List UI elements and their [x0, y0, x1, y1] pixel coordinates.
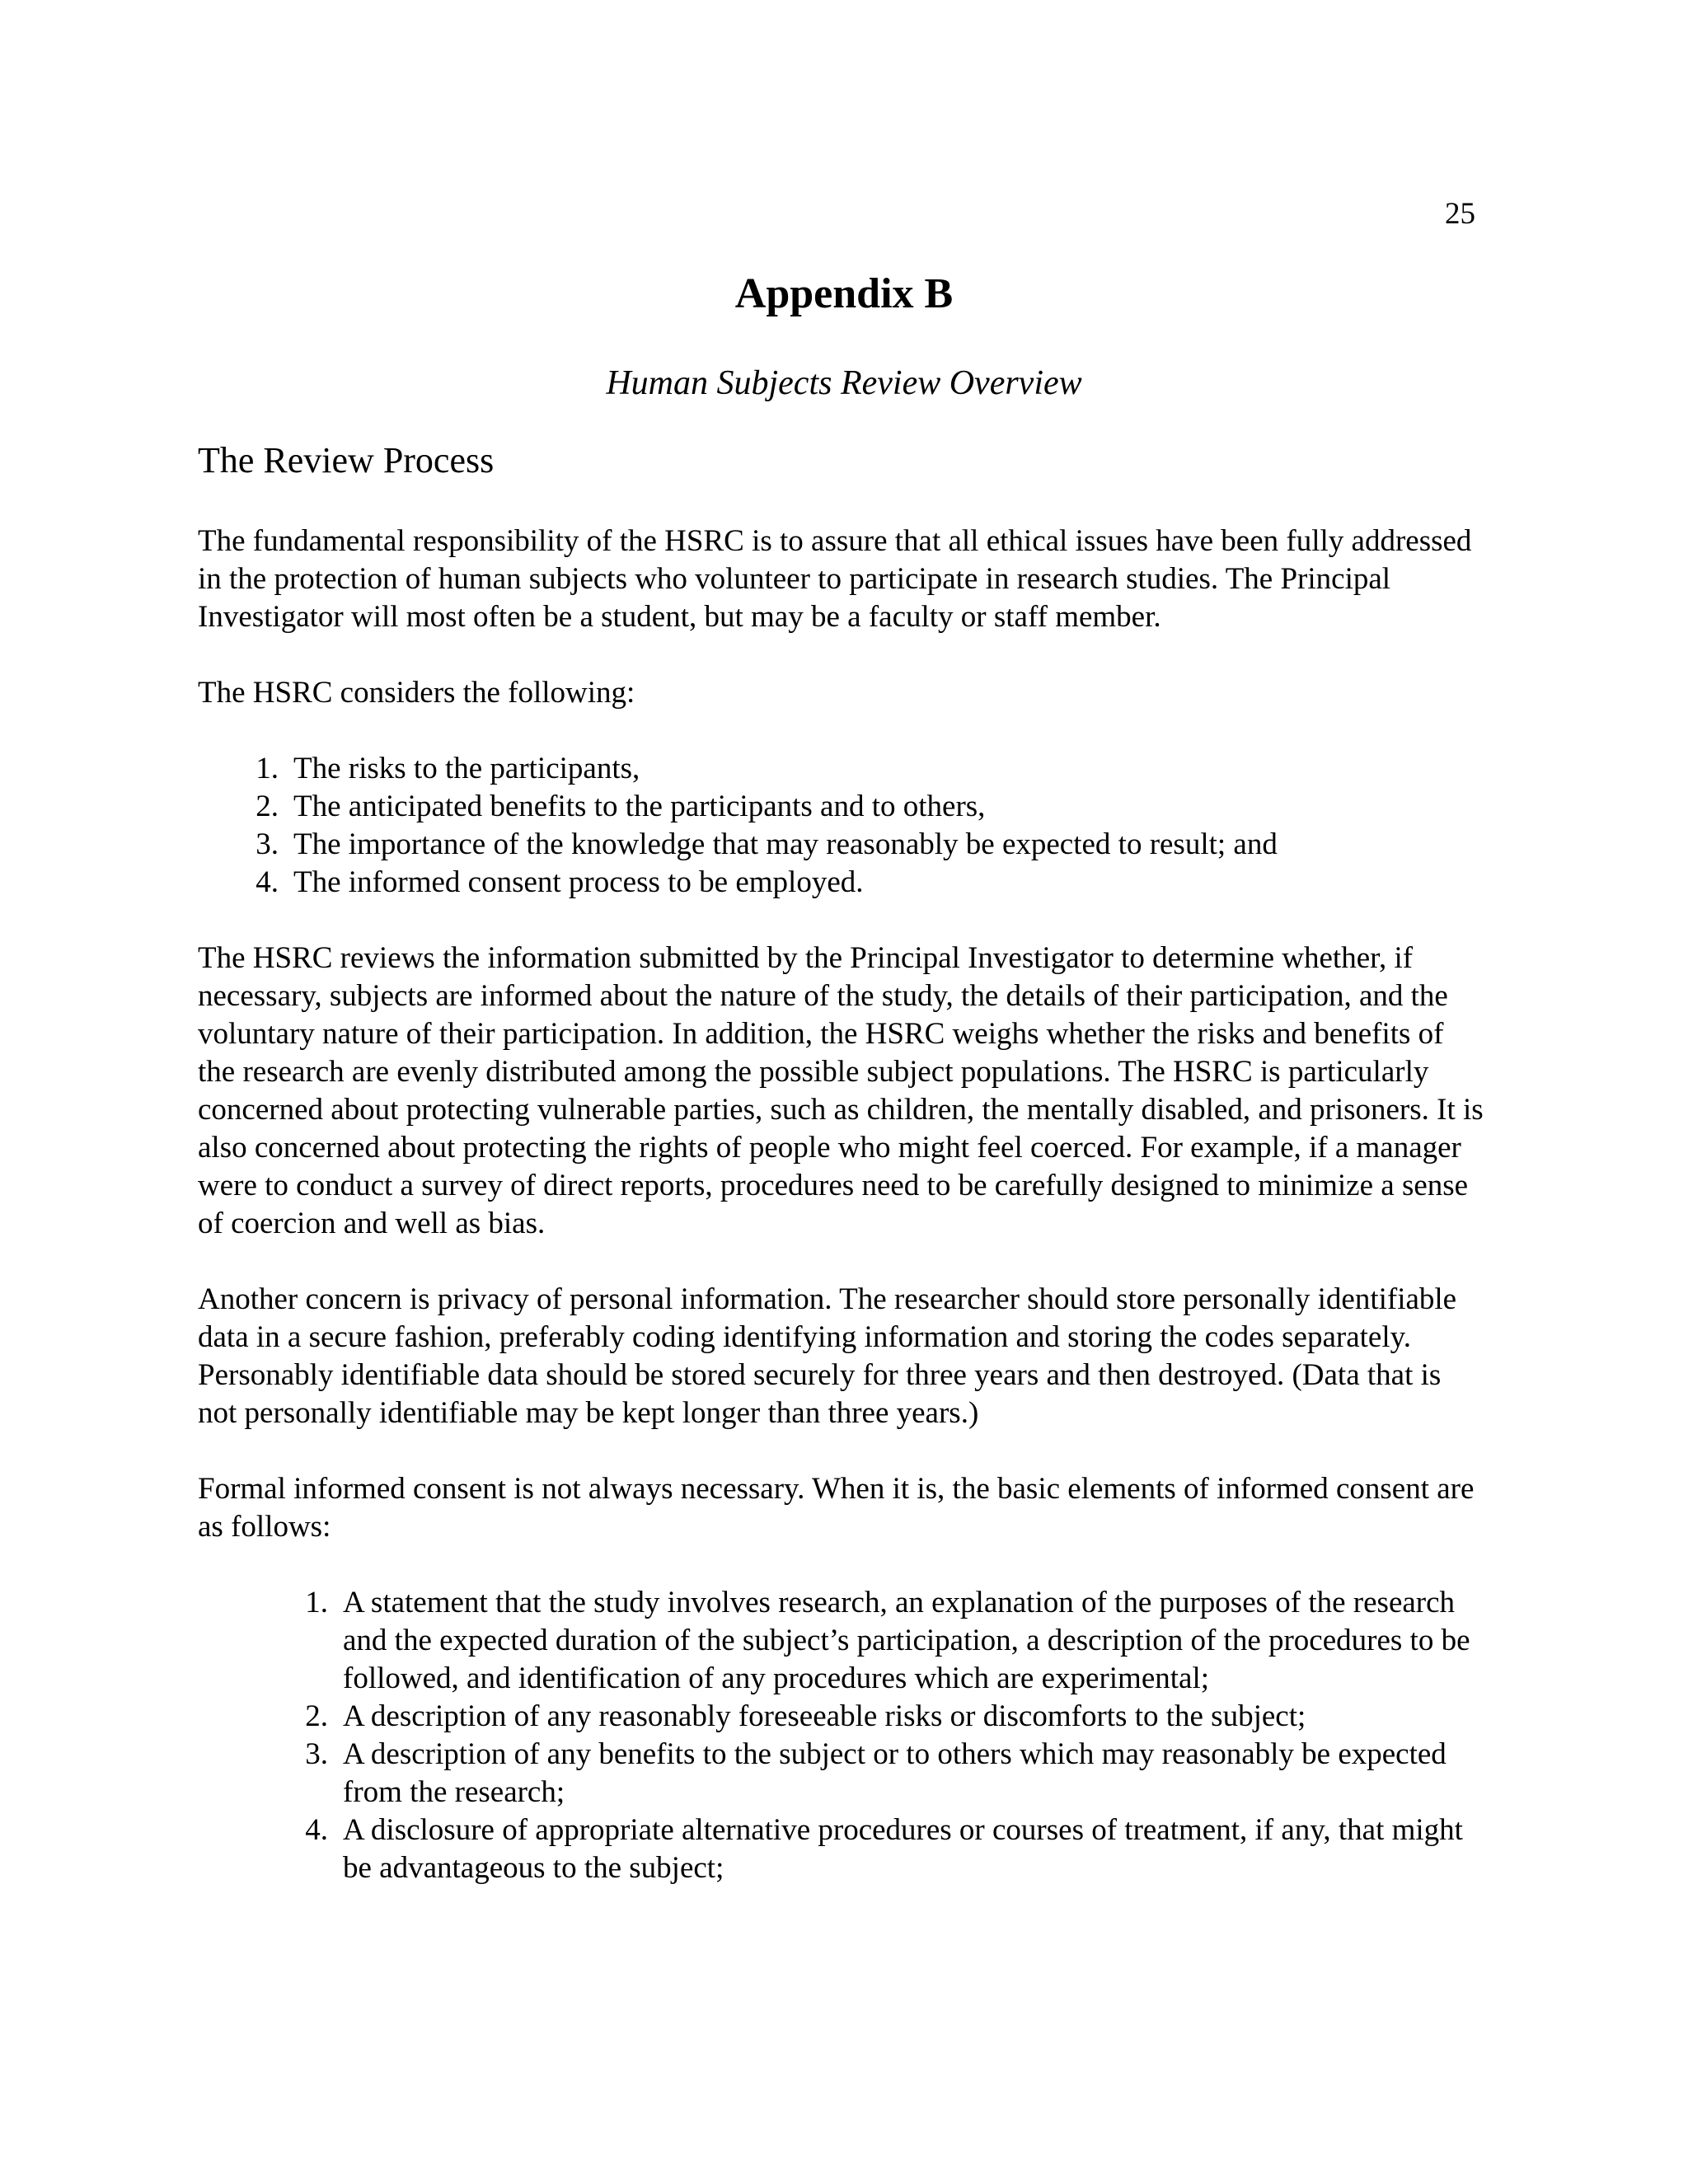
- list-item-number: 2.: [305, 1699, 328, 1733]
- list-item: [198, 788, 1484, 826]
- page-number: 25: [1445, 197, 1475, 231]
- list-item-text: The informed consent process to be employed.: [293, 865, 864, 899]
- considerations-list: [198, 750, 1484, 902]
- list-item-number: 4.: [305, 1813, 328, 1847]
- page-title: Appendix B: [734, 270, 954, 317]
- list-item-text: A description of any benefits to the subject or to others which may reasonably be expected from the research;: [343, 1737, 1447, 1809]
- paragraph-considers-intro: The HSRC considers the following:: [198, 676, 635, 710]
- list-item-number: 4.: [256, 865, 279, 899]
- document-body: [198, 523, 1484, 1925]
- paragraph-consent-intro: Formal informed consent is not always necessary. When it is, the basic elements of informed consent are as follows:: [198, 1472, 1475, 1544]
- list-item-number: 1.: [305, 1586, 328, 1619]
- list-item-text: A disclosure of appropriate alternative procedures or courses of treatment, if any, that might be advantageous to the subject;: [343, 1813, 1463, 1885]
- list-item: [198, 1584, 1484, 1698]
- list-item-text: The risks to the participants,: [293, 752, 640, 785]
- list-item: [198, 750, 1484, 788]
- paragraph-responsibility: The fundamental responsibility of the HSRC is to assure that all ethical issues have been fully addressed in the protection of human subjects who volunteer to participate in research studies. The Principal Investigator will most often be a student, but may be a faculty or staff member.: [198, 524, 1472, 634]
- list-item-number: 1.: [256, 752, 279, 785]
- paragraph-privacy: Another concern is privacy of personal information. The researcher should store personally identifiable data in a secure fashion, preferably coding identifying information and storing the codes separately. Personably identifiable data should be stored securely for three years and then destroyed. (Data that is not personally identifiable may be kept longer than three years.): [198, 1282, 1457, 1430]
- list-item: [198, 864, 1484, 902]
- list-item-number: 3.: [256, 827, 279, 861]
- list-item-text: The anticipated benefits to the participants and to others,: [293, 790, 986, 823]
- page-subtitle: Human Subjects Review Overview: [606, 364, 1082, 402]
- section-heading: The Review Process: [198, 440, 495, 480]
- list-item-text: The importance of the knowledge that may reasonably be expected to result; and: [293, 827, 1278, 861]
- list-item: [198, 1736, 1484, 1811]
- consent-elements-list: [198, 1584, 1484, 1887]
- list-item-number: 2.: [256, 790, 279, 823]
- list-item: [198, 1811, 1484, 1887]
- list-item: [198, 1698, 1484, 1736]
- list-item-text: A statement that the study involves research, an explanation of the purposes of the research and the expected duration of the subject’s participation, a description of the procedures to be followed, and identification of any procedures which are experimental;: [343, 1586, 1470, 1695]
- list-item: [198, 826, 1484, 864]
- list-item-text: A description of any reasonably foreseeable risks or discomforts to the subject;: [343, 1699, 1306, 1733]
- paragraph-review-info: The HSRC reviews the information submitted by the Principal Investigator to determine whether, if necessary, subjects are informed about the nature of the study, the details of their participation, and the voluntary nature of their participation. In addition, the HSRC weighs whether the risks and benefits of the research are evenly distributed among the possible subject populations. The HSRC is particularly concerned about protecting vulnerable parties, such as children, the mentally disabled, and prisoners. It is also concerned about protecting the rights of people who might feel coerced. For example, if a manager were to conduct a survey of direct reports, procedures need to be carefully designed to minimize a sense of coercion and well as bias.: [198, 941, 1484, 1240]
- list-item-number: 3.: [305, 1737, 328, 1771]
